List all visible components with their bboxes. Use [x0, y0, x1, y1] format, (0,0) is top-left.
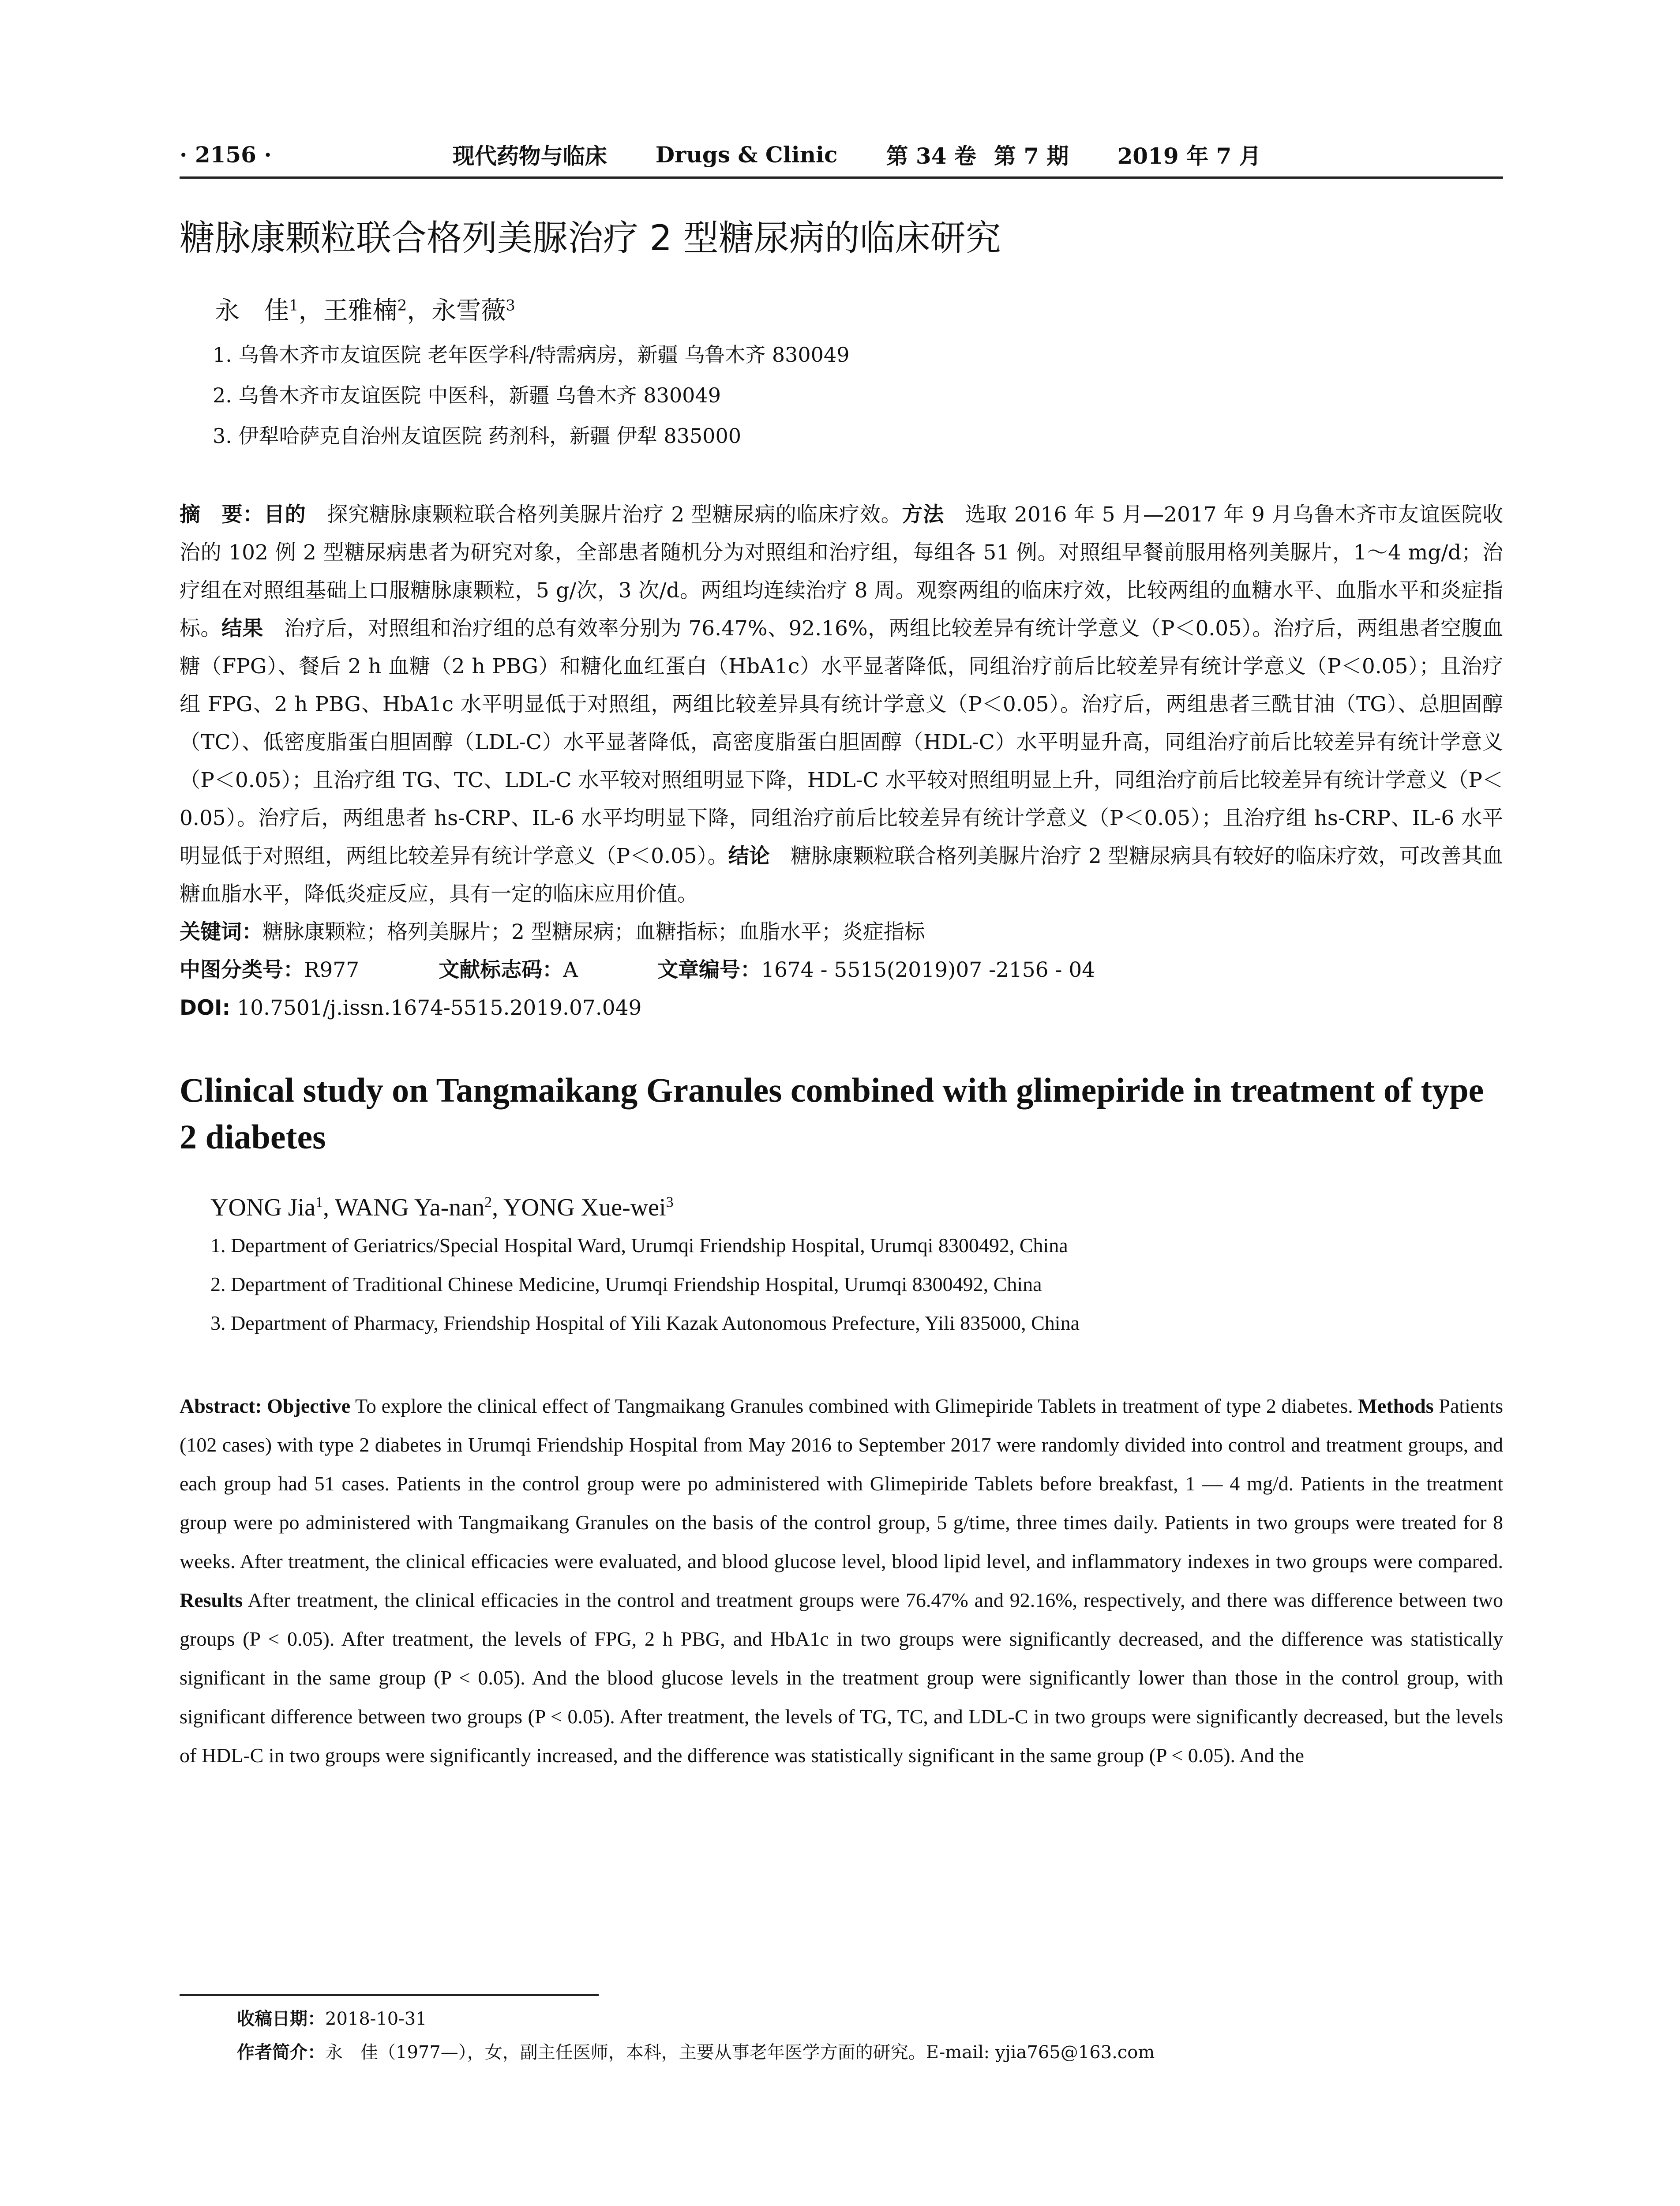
results-text: 治疗后，对照组和治疗组的总有效率分别为 76.47%、92.16%，两组比较差异有统计学意义（P＜0.05）。治疗后，两组患者空腹血糖（FPG）、餐后 2 h 血糖（2 h PBG）和糖化血红蛋白（HbA1c）水平显著降低，同组治疗前后比较差异有统计学意义（P＜0.05）；且治疗组 FPG、2 h PBG、HbA1c 水平明显低于对照组，两组比较差异具有统计学意义（P＜0.05）。治疗后，两组患者三酰甘油（TG）、总胆固醇（TC）、低密度脂蛋白胆固醇（LDL-C）水平显著降低，高密度脂蛋白胆固醇（HDL-C）水平明显升高，同组治疗前后比较差异有统计学意义（P＜0.05）；且治疗组 TG、TC、LDL-C 水平较对照组明显下降，HDL-C 水平较对照组明显上升，同组治疗前后比较差异有统计学意义（P＜0.05）。治疗后，两组患者 hs-CRP、IL-6 水平均明显下降，同组治疗前后比较差异有统计学意义（P＜0.05）；且治疗组 hs-CRP、IL-6 水平明显低于对照组，两组比较差异有统计学意义（P＜0.05）。 — [180, 616, 1504, 868]
keywords-text: 糖脉康颗粒；格列美脲片；2 型糖尿病；血糖指标；血脂水平；炎症指标 — [262, 920, 925, 944]
article-number-value: 1674 - 5515(2019)07 -2156 - 04 — [761, 958, 1095, 982]
author-bio-text: 永 佳（1977—），女，副主任医师，本科，主要从事老年医学方面的研究。E-mail: yjia765@163.com — [325, 2042, 1155, 2063]
author-name: 永 佳 — [215, 296, 289, 325]
received-date — [237, 2002, 1371, 2036]
clc-value: R977 — [304, 958, 360, 982]
article-title-cn: 糖脉康颗粒联合格列美脲治疗 2 型糖尿病的临床研究 — [180, 218, 1001, 259]
author-bio-label: 作者简介： — [237, 2042, 325, 2063]
author-name: WANG Ya-nan — [334, 1194, 485, 1221]
methods-text: 选取 2016 年 5 月—2017 年 9 月乌鲁木齐市友谊医院收治的 102 例 2 型糖尿病患者为研究对象，全部患者随机分为对照组和治疗组，每组各 51 例。对照组早餐前服用格列美脲片，1～4 mg/d；治疗组在对照组基础上口服糖脉康颗粒，5 g/次，3 次/d。两组均连续治疗 8 周。观察两组的临床疗效，比较两组的血糖水平、血脂水平和炎症指标。 — [180, 503, 1504, 641]
article-number-label: 文章编号： — [657, 958, 761, 982]
results-label: Results — [180, 1589, 243, 1611]
author-affiliation-mark: 3 — [506, 296, 515, 315]
received-value: 2018-10-31 — [325, 2009, 427, 2029]
keywords-row — [180, 913, 1503, 951]
abstract-en — [180, 1387, 1503, 1775]
journal-volume: 第 34 卷 — [886, 143, 976, 169]
abstract-cn — [180, 496, 1503, 913]
methods-text: Patients (102 cases) with type 2 diabetes in Urumqi Friendship Hospital from May 2016 to September 2017 were randomly divided into control and treatment groups, and each group had 51 cases. Patients in the control group were po administered with Glimepiride Tablets before breakfast, 1 — 4 mg/d. Patients in the treatment group were po administered with Tangmaikang Granules on the basis of the control group, 5 g/time, three times daily. Patients in two groups were treated for 8 weeks. After treatment, the clinical efficacies were evaluated, and blood glucose level, blood lipid level, and inflammatory indexes in two groups were compared. — [180, 1395, 1503, 1572]
results-text: After treatment, the clinical efficacies in the control and treatment groups were 76.47% and 92.16%, respectively, and there was difference between two groups (P < 0.05). After treatment, the levels of FPG, 2 h PBG, and HbA1c in two groups were significantly decreased, and the difference was statistically significant in the same group (P < 0.05). And the blood glucose levels in the treatment group were significantly lower than those in the control group, with significant difference between two groups (P < 0.05). After treatment, the levels of TG, TC, and LDL-C in two groups were significantly decreased, but the levels of HDL-C in two groups were significantly increased, and the difference was statistically significant in the same group (P < 0.05). And the — [180, 1589, 1503, 1767]
journal-name-cn: 现代药物与临床 — [452, 143, 607, 169]
clc-label: 中图分类号： — [180, 958, 304, 982]
received-label: 收稿日期： — [237, 2009, 325, 2029]
doc-code-value: A — [563, 958, 578, 982]
results-label: 结果 — [221, 616, 263, 641]
journal-issue: 第 7 期 — [994, 143, 1069, 169]
page-number: · 2156 · — [180, 141, 272, 168]
author-name: YONG Jia — [210, 1194, 315, 1221]
affiliation-item: 3. Department of Pharmacy, Friendship Hospital of Yili Kazak Autonomous Prefecture, Yili 835000, China — [210, 1312, 1080, 1334]
classification-row — [180, 951, 1503, 989]
doi-label: DOI: — [180, 996, 231, 1020]
author-list-en: YONG Jia$^1$, WANG Ya-nan$^2$, YONG Xue-wei$^3$ — [210, 1194, 674, 1221]
article-title-en: Clinical study on Tangmaikang Granules combined with glimepiride in treatment of type 2 diabetes — [180, 1071, 1484, 1156]
objective-text: To explore the clinical effect of Tangmaikang Granules combined with Glimepiride Tablets in treatment of type 2 diabetes. — [350, 1395, 1358, 1417]
keywords-label: 关键词： — [180, 920, 262, 944]
methods-label: Methods — [1358, 1395, 1434, 1417]
running-header — [180, 132, 1503, 179]
affiliation-item: 1. 乌鲁木齐市友谊医院 老年医学科/特需病房，新疆 乌鲁木齐 830049 — [213, 343, 850, 367]
abstract-label: 摘 要： — [180, 503, 264, 527]
author-affiliation-mark: 3 — [666, 1194, 674, 1211]
author-affiliation-mark: 2 — [397, 296, 407, 315]
abstract-objective-label: Abstract: Objective — [180, 1395, 351, 1417]
footnote-rule — [180, 1994, 599, 1996]
author-bio — [237, 2036, 1371, 2069]
objective-text: 探究糖脉康颗粒联合格列美脲片治疗 2 型糖尿病的临床疗效。 — [306, 503, 902, 527]
affiliation-item: 3. 伊犁哈萨克自治州友谊医院 药剂科，新疆 伊犁 835000 — [213, 424, 741, 448]
doi-value: 10.7501/j.issn.1674-5515.2019.07.049 — [230, 996, 642, 1020]
affiliation-item: 2. 乌鲁木齐市友谊医院 中医科，新疆 乌鲁木齐 830049 — [213, 383, 721, 407]
conclusion-text: 糖脉康颗粒联合格列美脲片治疗 2 型糖尿病具有较好的临床疗效，可改善其血糖血脂水平，降低炎症反应，具有一定的临床应用价值。 — [180, 844, 1504, 906]
doc-code-label: 文献标志码： — [439, 958, 563, 982]
journal-name-en: Drugs & Clinic — [655, 141, 838, 168]
author-affiliation-mark: 1 — [315, 1194, 323, 1211]
author-name: 永雪薇 — [431, 296, 506, 325]
journal-date: 2019 年 7 月 — [1117, 143, 1261, 169]
author-affiliation-mark: 2 — [484, 1194, 492, 1211]
objective-label: 目的 — [264, 503, 306, 527]
author-list-cn: 永 佳$^1$，王雅楠$^2$，永雪薇$^3$ — [215, 296, 515, 325]
affiliation-list-cn — [213, 334, 1503, 456]
doi-row — [180, 989, 1503, 1027]
methods-label: 方法 — [902, 503, 944, 527]
author-affiliation-mark: 1 — [289, 296, 299, 315]
footnote — [180, 1994, 1371, 2069]
conclusion-label: 结论 — [728, 844, 770, 868]
author-name: 王雅楠 — [323, 296, 398, 325]
affiliation-item: 1. Department of Geriatrics/Special Hospital Ward, Urumqi Friendship Hospital, Urumqi 8300492, China — [210, 1234, 1068, 1257]
affiliation-item: 2. Department of Traditional Chinese Medicine, Urumqi Friendship Hospital, Urumqi 8300492, China — [210, 1273, 1042, 1295]
affiliation-list-en — [210, 1226, 1503, 1343]
article-page — [180, 132, 1503, 1775]
author-name: YONG Xue-wei — [503, 1194, 666, 1221]
